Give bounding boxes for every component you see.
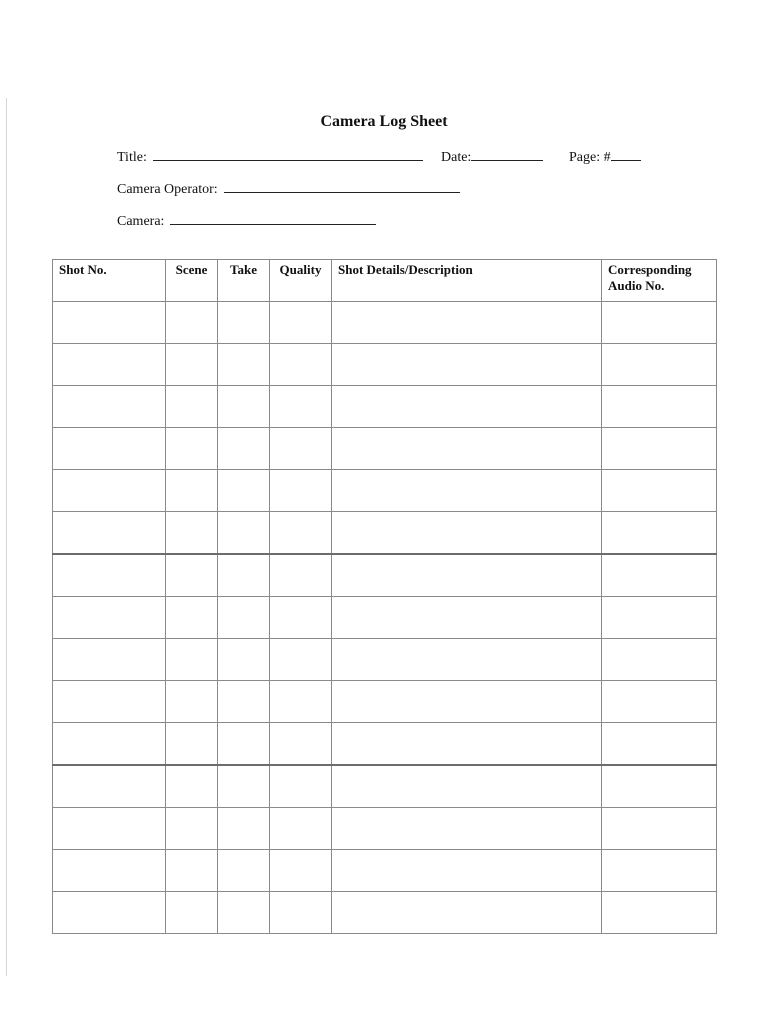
cell-quality[interactable] (270, 344, 332, 386)
table-row (53, 470, 717, 512)
camera-blank[interactable] (170, 212, 376, 225)
cell-take[interactable] (218, 850, 270, 892)
table-row (53, 723, 717, 766)
table-row (53, 302, 717, 344)
cell-quality[interactable] (270, 681, 332, 723)
cell-shot-no[interactable] (53, 428, 166, 470)
cell-audio-no[interactable] (602, 723, 717, 766)
cell-take[interactable] (218, 723, 270, 766)
cell-shot-details[interactable] (332, 808, 602, 850)
column-header-take: Take (218, 260, 270, 302)
table-row (53, 386, 717, 428)
cell-audio-no[interactable] (602, 850, 717, 892)
cell-quality[interactable] (270, 639, 332, 681)
cell-quality[interactable] (270, 808, 332, 850)
date-label: Date: (441, 150, 472, 165)
cell-quality[interactable] (270, 302, 332, 344)
cell-scene[interactable] (166, 639, 218, 681)
cell-shot-no[interactable] (53, 344, 166, 386)
column-header-shot-no: Shot No. (53, 260, 166, 302)
page-label: Page: # (569, 150, 611, 165)
cell-take[interactable] (218, 808, 270, 850)
cell-take[interactable] (218, 512, 270, 555)
cell-scene[interactable] (166, 850, 218, 892)
cell-take[interactable] (218, 639, 270, 681)
cell-shot-details[interactable] (332, 892, 602, 934)
table-row (53, 850, 717, 892)
cell-shot-details[interactable] (332, 344, 602, 386)
cell-shot-details[interactable] (332, 470, 602, 512)
table-header-row (53, 260, 717, 302)
table-row (53, 639, 717, 681)
title-blank[interactable] (153, 148, 423, 161)
cell-shot-details[interactable] (332, 386, 602, 428)
cell-scene[interactable] (166, 386, 218, 428)
column-header-audio-no: Corresponding Audio No. (602, 260, 717, 302)
cell-quality[interactable] (270, 850, 332, 892)
camera-operator-label: Camera Operator: (117, 182, 218, 197)
column-header-shot-details: Shot Details/Description (332, 260, 602, 302)
cell-audio-no[interactable] (602, 681, 717, 723)
cell-take[interactable] (218, 681, 270, 723)
cell-shot-details[interactable] (332, 850, 602, 892)
cell-take[interactable] (218, 344, 270, 386)
camera-log-table (52, 259, 717, 934)
cell-audio-no[interactable] (602, 428, 717, 470)
cell-audio-no[interactable] (602, 512, 717, 555)
cell-audio-no[interactable] (602, 302, 717, 344)
cell-shot-no[interactable] (53, 808, 166, 850)
cell-scene[interactable] (166, 723, 218, 766)
page-edge (6, 98, 7, 976)
cell-shot-details[interactable] (332, 639, 602, 681)
column-header-quality: Quality (270, 260, 332, 302)
cell-shot-details[interactable] (332, 428, 602, 470)
table-row (53, 512, 717, 555)
cell-quality[interactable] (270, 428, 332, 470)
cell-audio-no[interactable] (602, 765, 717, 808)
cell-scene[interactable] (166, 428, 218, 470)
cell-audio-no[interactable] (602, 892, 717, 934)
cell-shot-details[interactable] (332, 723, 602, 766)
cell-quality[interactable] (270, 597, 332, 639)
table-row (53, 428, 717, 470)
table-row (53, 597, 717, 639)
page-blank[interactable] (611, 148, 641, 161)
cell-take[interactable] (218, 302, 270, 344)
cell-shot-no[interactable] (53, 723, 166, 766)
cell-shot-no[interactable] (53, 765, 166, 808)
cell-scene[interactable] (166, 344, 218, 386)
camera-field[interactable] (117, 212, 376, 230)
table-row (53, 765, 717, 808)
cell-shot-no[interactable] (53, 892, 166, 934)
cell-take[interactable] (218, 554, 270, 597)
cell-scene[interactable] (166, 808, 218, 850)
cell-shot-no[interactable] (53, 512, 166, 555)
date-field[interactable] (441, 148, 543, 166)
cell-scene[interactable] (166, 470, 218, 512)
cell-shot-no[interactable] (53, 386, 166, 428)
cell-audio-no[interactable] (602, 344, 717, 386)
camera-operator-field[interactable] (117, 180, 460, 198)
cell-audio-no[interactable] (602, 470, 717, 512)
cell-shot-details[interactable] (332, 681, 602, 723)
cell-shot-no[interactable] (53, 597, 166, 639)
cell-audio-no[interactable] (602, 386, 717, 428)
table-row (53, 892, 717, 934)
cell-shot-no[interactable] (53, 850, 166, 892)
cell-audio-no[interactable] (602, 554, 717, 597)
table-row (53, 554, 717, 597)
cell-shot-no[interactable] (53, 639, 166, 681)
cell-shot-no[interactable] (53, 470, 166, 512)
camera-label: Camera: (117, 214, 165, 229)
cell-quality[interactable] (270, 765, 332, 808)
cell-shot-no[interactable] (53, 302, 166, 344)
cell-quality[interactable] (270, 386, 332, 428)
cell-shot-details[interactable] (332, 597, 602, 639)
cell-take[interactable] (218, 386, 270, 428)
cell-audio-no[interactable] (602, 597, 717, 639)
table-row (53, 808, 717, 850)
cell-scene[interactable] (166, 512, 218, 555)
date-blank[interactable] (471, 148, 543, 161)
table-body (53, 302, 717, 934)
cell-quality[interactable] (270, 892, 332, 934)
title-field[interactable] (117, 148, 423, 166)
cell-scene[interactable] (166, 302, 218, 344)
column-header-scene: Scene (166, 260, 218, 302)
cell-take[interactable] (218, 428, 270, 470)
cell-take[interactable] (218, 765, 270, 808)
cell-shot-details[interactable] (332, 765, 602, 808)
cell-audio-no[interactable] (602, 808, 717, 850)
cell-quality[interactable] (270, 512, 332, 555)
table-row (53, 681, 717, 723)
cell-quality[interactable] (270, 723, 332, 766)
cell-shot-no[interactable] (53, 554, 166, 597)
cell-shot-no[interactable] (53, 681, 166, 723)
cell-shot-details[interactable] (332, 512, 602, 555)
cell-scene[interactable] (166, 554, 218, 597)
cell-audio-no[interactable] (602, 639, 717, 681)
camera-operator-blank[interactable] (224, 180, 460, 193)
cell-take[interactable] (218, 597, 270, 639)
cell-quality[interactable] (270, 470, 332, 512)
page-number-field[interactable] (569, 148, 641, 166)
cell-scene[interactable] (166, 681, 218, 723)
table-row (53, 344, 717, 386)
cell-quality[interactable] (270, 554, 332, 597)
page-title: Camera Log Sheet (320, 113, 448, 130)
cell-scene[interactable] (166, 765, 218, 808)
title-label: Title: (117, 150, 147, 165)
cell-take[interactable] (218, 892, 270, 934)
cell-scene[interactable] (166, 597, 218, 639)
cell-shot-details[interactable] (332, 554, 602, 597)
cell-shot-details[interactable] (332, 302, 602, 344)
cell-take[interactable] (218, 470, 270, 512)
cell-scene[interactable] (166, 892, 218, 934)
